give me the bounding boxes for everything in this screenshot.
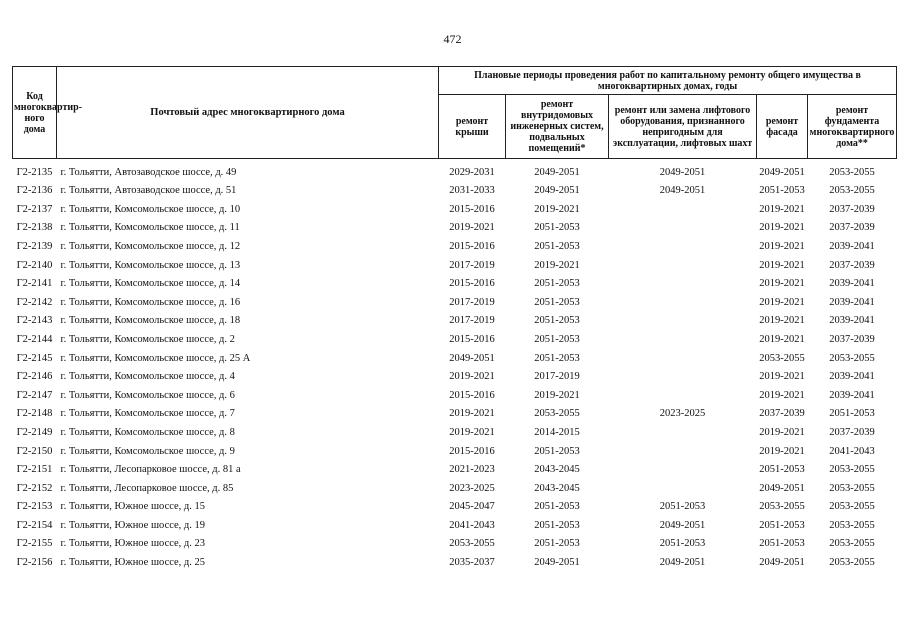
row-roof: 2015-2016 xyxy=(449,333,495,345)
row-roof: 2015-2016 xyxy=(449,389,495,401)
row-roof: 2035-2037 xyxy=(449,557,495,569)
row-facade: 2019-2021 xyxy=(759,426,805,438)
row-engineering: 2043-2045 xyxy=(534,464,580,476)
row-foundation: 2053-2055 xyxy=(829,352,875,364)
row-engineering: 2017-2019 xyxy=(534,371,580,383)
row-foundation: 2037-2039 xyxy=(829,333,875,345)
row-address: г. Тольятти, Комсомольское шоссе, д. 2 xyxy=(60,333,235,345)
row-roof: 2017-2019 xyxy=(449,259,495,271)
row-engineering: 2043-2045 xyxy=(534,482,580,494)
row-facade: 2051-2053 xyxy=(759,519,805,531)
row-address: г. Тольятти, Комсомольское шоссе, д. 12 xyxy=(60,240,241,252)
row-facade: 2019-2021 xyxy=(759,296,805,308)
row-facade: 2019-2021 xyxy=(759,371,805,383)
row-elevator: 2049-2051 xyxy=(659,557,706,569)
row-facade: 2037-2039 xyxy=(759,408,805,420)
row-code: Г2-2156 xyxy=(16,557,53,569)
row-facade: 2019-2021 xyxy=(759,259,805,271)
row-foundation: 2039-2041 xyxy=(829,371,875,383)
row-address: г. Тольятти, Лесопарковое шоссе, д. 85 xyxy=(60,482,234,494)
row-roof: 2049-2051 xyxy=(449,352,495,364)
row-address: г. Тольятти, Лесопарковое шоссе, д. 81 а xyxy=(60,464,241,476)
row-engineering: 2051-2053 xyxy=(534,538,580,550)
row-address: г. Тольятти, Южное шоссе, д. 19 xyxy=(60,519,206,531)
table-row xyxy=(13,326,897,345)
row-foundation: 2053-2055 xyxy=(829,501,875,513)
row-address: г. Тольятти, Комсомольское шоссе, д. 11 xyxy=(60,222,240,234)
table-row xyxy=(13,196,897,215)
table-row xyxy=(13,233,897,252)
row-foundation: 2053-2055 xyxy=(829,166,875,178)
row-roof: 2015-2016 xyxy=(449,445,495,457)
table-row xyxy=(13,457,897,476)
row-elevator xyxy=(609,326,757,345)
header-periods: Плановые периоды проведения работ по капитальному ремонту общего имущества в многоквартирных домах, годы xyxy=(439,67,897,95)
row-elevator xyxy=(609,364,757,383)
row-roof: 2015-2016 xyxy=(449,278,495,290)
row-foundation: 2051-2053 xyxy=(829,408,875,420)
row-facade: 2049-2051 xyxy=(759,166,805,178)
table-row xyxy=(13,364,897,383)
row-address: г. Тольятти, Комсомольское шоссе, д. 14 xyxy=(60,278,241,290)
header-address: Почтовый адрес многоквартирного дома xyxy=(57,67,439,159)
row-roof: 2019-2021 xyxy=(449,371,495,383)
row-engineering: 2019-2021 xyxy=(534,203,580,215)
row-facade: 2019-2021 xyxy=(759,203,805,215)
row-code: Г2-2153 xyxy=(16,501,53,513)
row-engineering: 2051-2053 xyxy=(534,278,580,290)
row-address: г. Тольятти, Комсомольское шоссе, д. 7 xyxy=(60,408,235,420)
row-address: г. Тольятти, Комсомольское шоссе, д. 25 А xyxy=(60,352,251,364)
row-foundation: 2053-2055 xyxy=(829,185,875,197)
row-roof: 2017-2019 xyxy=(449,315,495,327)
row-foundation: 2039-2041 xyxy=(829,296,875,308)
row-engineering: 2051-2053 xyxy=(534,333,580,345)
row-engineering: 2014-2015 xyxy=(534,426,580,438)
row-elevator xyxy=(609,233,757,252)
row-engineering: 2051-2053 xyxy=(534,352,580,364)
row-facade: 2019-2021 xyxy=(759,333,805,345)
row-engineering: 2019-2021 xyxy=(534,389,580,401)
row-foundation: 2053-2055 xyxy=(829,482,875,494)
header-elevator: ремонт или замена лифтового оборудования, признанного непригодным для эксплуатации, лифтовых шахт xyxy=(609,95,757,159)
row-code: Г2-2154 xyxy=(16,519,53,531)
table-header xyxy=(13,67,897,159)
row-address: г. Тольятти, Комсомольское шоссе, д. 4 xyxy=(60,371,235,383)
row-foundation: 2037-2039 xyxy=(829,203,875,215)
row-code: Г2-2145 xyxy=(16,352,53,364)
row-elevator: 2049-2051 xyxy=(659,185,706,197)
row-roof: 2021-2023 xyxy=(449,464,495,476)
row-engineering: 2051-2053 xyxy=(534,501,580,513)
table-row xyxy=(13,475,897,494)
row-code: Г2-2136 xyxy=(16,185,53,197)
row-code: Г2-2152 xyxy=(16,482,53,494)
row-foundation: 2039-2041 xyxy=(829,278,875,290)
table-row xyxy=(13,308,897,327)
row-address: г. Тольятти, Южное шоссе, д. 15 xyxy=(60,501,206,513)
row-roof: 2019-2021 xyxy=(449,222,495,234)
row-facade: 2051-2053 xyxy=(759,185,805,197)
row-address: г. Тольятти, Комсомольское шоссе, д. 6 xyxy=(60,389,235,401)
row-elevator xyxy=(609,271,757,290)
row-foundation: 2053-2055 xyxy=(829,557,875,569)
row-elevator xyxy=(609,215,757,234)
row-engineering: 2049-2051 xyxy=(534,166,580,178)
table-row xyxy=(13,512,897,531)
table-row xyxy=(13,531,897,550)
row-engineering: 2019-2021 xyxy=(534,259,580,271)
row-address: г. Тольятти, Комсомольское шоссе, д. 9 xyxy=(60,445,235,457)
row-engineering: 2051-2053 xyxy=(534,315,580,327)
row-facade: 2019-2021 xyxy=(759,389,805,401)
row-address: г. Тольятти, Комсомольское шоссе, д. 16 xyxy=(60,296,241,308)
row-address: г. Тольятти, Комсомольское шоссе, д. 10 xyxy=(60,203,241,215)
page-number: 472 xyxy=(443,32,462,46)
row-facade: 2051-2053 xyxy=(759,538,805,550)
table-row xyxy=(13,289,897,308)
table-row xyxy=(13,271,897,290)
row-foundation: 2053-2055 xyxy=(829,519,875,531)
row-engineering: 2049-2051 xyxy=(534,185,580,197)
header-code: Код многоквартир-ного дома xyxy=(13,67,57,159)
row-foundation: 2037-2039 xyxy=(829,426,875,438)
row-elevator xyxy=(609,345,757,364)
row-roof: 2019-2021 xyxy=(449,426,495,438)
table-row xyxy=(13,438,897,457)
header-engineering: ремонт внутридомовых инженерных систем, подвальных помещений* xyxy=(506,95,609,159)
row-foundation: 2037-2039 xyxy=(829,222,875,234)
row-elevator: 2049-2051 xyxy=(659,519,706,531)
row-roof: 2019-2021 xyxy=(449,408,495,420)
row-code: Г2-2150 xyxy=(16,445,53,457)
row-roof: 2041-2043 xyxy=(449,519,495,531)
row-foundation: 2053-2055 xyxy=(829,464,875,476)
row-elevator: 2051-2053 xyxy=(659,501,706,513)
row-code: Г2-2147 xyxy=(16,389,53,401)
table-row xyxy=(13,215,897,234)
row-code: Г2-2138 xyxy=(16,222,53,234)
row-roof: 2045-2047 xyxy=(449,501,495,513)
row-foundation: 2039-2041 xyxy=(829,240,875,252)
row-code: Г2-2149 xyxy=(16,426,53,438)
row-address: г. Тольятти, Комсомольское шоссе, д. 18 xyxy=(60,315,241,327)
row-foundation: 2039-2041 xyxy=(829,389,875,401)
row-engineering: 2053-2055 xyxy=(534,408,580,420)
row-facade: 2049-2051 xyxy=(759,557,805,569)
row-roof: 2031-2033 xyxy=(449,185,495,197)
row-elevator xyxy=(609,289,757,308)
table-row xyxy=(13,159,897,178)
header-roof: ремонт крыши xyxy=(439,95,506,159)
row-roof: 2053-2055 xyxy=(449,538,495,550)
row-code: Г2-2155 xyxy=(16,538,53,550)
row-engineering: 2051-2053 xyxy=(534,240,580,252)
row-code: Г2-2151 xyxy=(16,464,53,476)
row-code: Г2-2140 xyxy=(16,259,53,271)
row-code: Г2-2148 xyxy=(16,408,53,420)
row-code: Г2-2146 xyxy=(16,371,53,383)
header-foundation: ремонт фундамента многоквартирного дома** xyxy=(808,95,897,159)
header-facade: ремонт фасада xyxy=(757,95,808,159)
table-row xyxy=(13,494,897,513)
row-roof: 2015-2016 xyxy=(449,240,495,252)
row-elevator xyxy=(609,457,757,476)
table-row xyxy=(13,549,897,568)
row-facade: 2019-2021 xyxy=(759,278,805,290)
row-elevator: 2051-2053 xyxy=(659,538,706,550)
table-row xyxy=(13,419,897,438)
table-row xyxy=(13,401,897,420)
row-code: Г2-2139 xyxy=(16,240,53,252)
row-code: Г2-2141 xyxy=(16,278,53,290)
row-address: г. Тольятти, Комсомольское шоссе, д. 13 xyxy=(60,259,241,271)
row-facade: 2019-2021 xyxy=(759,445,805,457)
row-code: Г2-2135 xyxy=(16,166,53,178)
row-facade: 2051-2053 xyxy=(759,464,805,476)
row-facade: 2019-2021 xyxy=(759,222,805,234)
row-elevator xyxy=(609,308,757,327)
row-engineering: 2051-2053 xyxy=(534,519,580,531)
row-elevator: 2023-2025 xyxy=(659,408,706,420)
row-facade: 2049-2051 xyxy=(759,482,805,494)
row-facade: 2019-2021 xyxy=(759,240,805,252)
row-elevator xyxy=(609,438,757,457)
row-code: Г2-2142 xyxy=(16,296,53,308)
row-facade: 2019-2021 xyxy=(759,315,805,327)
row-facade: 2053-2055 xyxy=(759,352,805,364)
row-roof: 2029-2031 xyxy=(449,166,495,178)
row-code: Г2-2143 xyxy=(16,315,53,327)
repair-schedule-table xyxy=(12,66,897,568)
row-elevator xyxy=(609,475,757,494)
row-roof: 2015-2016 xyxy=(449,203,495,215)
row-elevator xyxy=(609,382,757,401)
row-foundation: 2039-2041 xyxy=(829,315,875,327)
row-roof: 2017-2019 xyxy=(449,296,495,308)
row-code: Г2-2137 xyxy=(16,203,53,215)
row-foundation: 2041-2043 xyxy=(829,445,875,457)
row-engineering: 2051-2053 xyxy=(534,445,580,457)
table-row xyxy=(13,252,897,271)
row-elevator xyxy=(609,419,757,438)
row-engineering: 2051-2053 xyxy=(534,222,580,234)
row-address: г. Тольятти, Автозаводское шоссе, д. 51 xyxy=(60,185,237,197)
table-body xyxy=(13,159,897,569)
row-elevator xyxy=(609,252,757,271)
row-engineering: 2051-2053 xyxy=(534,296,580,308)
row-foundation: 2053-2055 xyxy=(829,538,875,550)
table-row xyxy=(13,382,897,401)
row-address: г. Тольятти, Южное шоссе, д. 23 xyxy=(60,538,206,550)
row-engineering: 2049-2051 xyxy=(534,557,580,569)
row-elevator xyxy=(609,196,757,215)
table-row xyxy=(13,345,897,364)
table-row xyxy=(13,178,897,197)
row-elevator: 2049-2051 xyxy=(659,166,706,178)
row-code: Г2-2144 xyxy=(16,333,53,345)
row-foundation: 2037-2039 xyxy=(829,259,875,271)
row-address: г. Тольятти, Автозаводское шоссе, д. 49 xyxy=(60,166,237,178)
row-address: г. Тольятти, Южное шоссе, д. 25 xyxy=(60,557,206,569)
row-address: г. Тольятти, Комсомольское шоссе, д. 8 xyxy=(60,426,235,438)
row-roof: 2023-2025 xyxy=(449,482,495,494)
row-facade: 2053-2055 xyxy=(759,501,805,513)
